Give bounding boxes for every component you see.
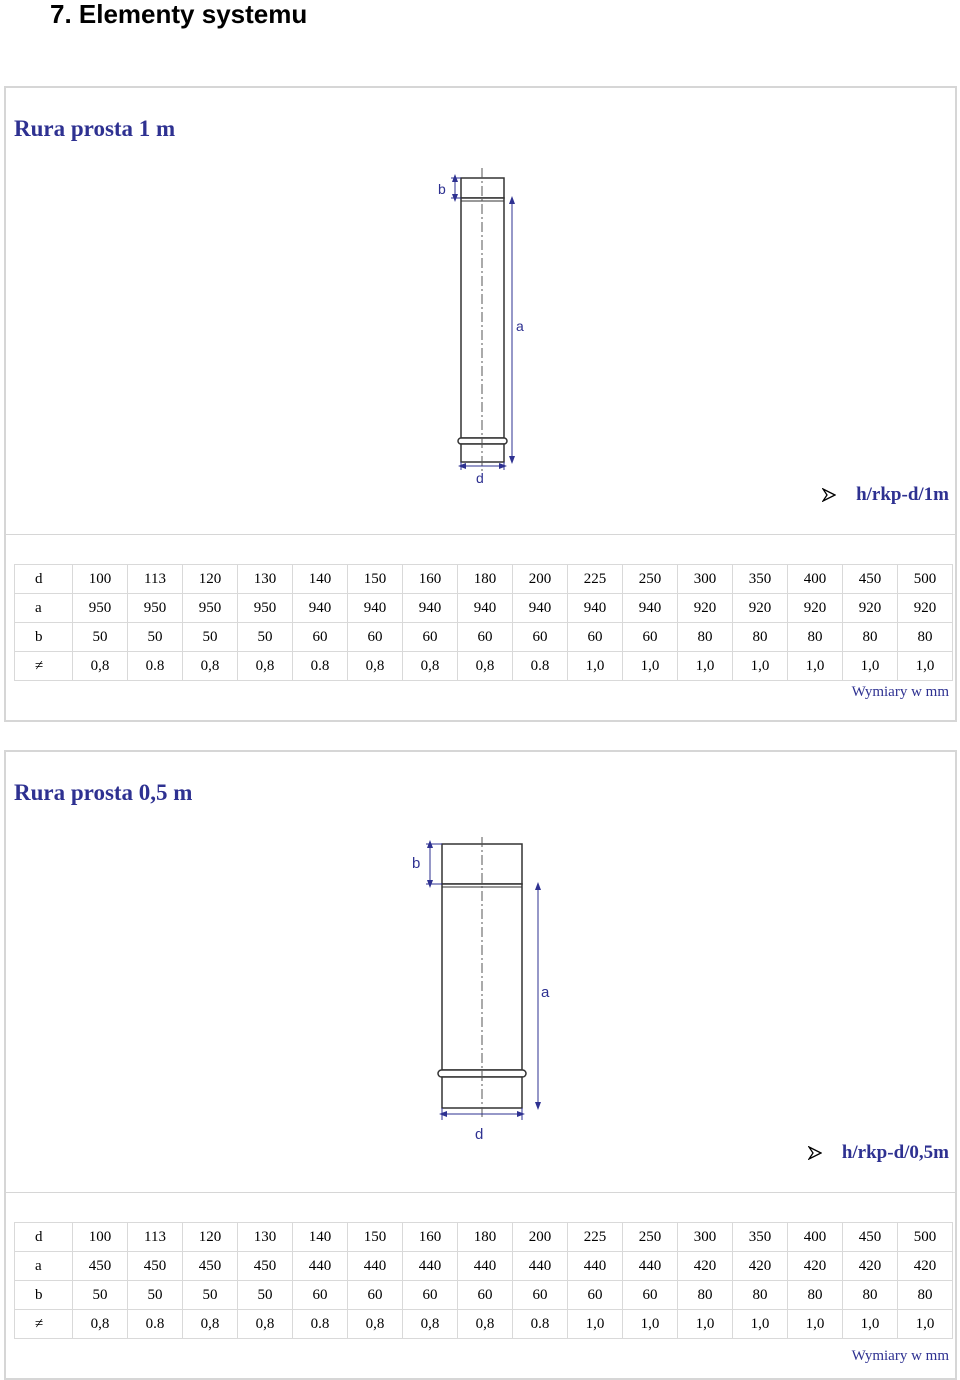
- table-row: [15, 1252, 953, 1281]
- table-cell: 50: [128, 1281, 183, 1310]
- table-cell: 950: [73, 594, 128, 623]
- table-cell: 400: [788, 1223, 843, 1252]
- table-cell: 0,8: [183, 1310, 238, 1339]
- arrowhead-bullet-icon: [822, 488, 836, 502]
- table-cell: 60: [513, 623, 568, 652]
- table-cell: 180: [458, 565, 513, 594]
- table-cell: 940: [403, 594, 458, 623]
- table-cell: 940: [348, 594, 403, 623]
- table-cell: 0,8: [348, 652, 403, 681]
- table-cell: 0,8: [238, 652, 293, 681]
- table-cell: 940: [293, 594, 348, 623]
- table-cell: 80: [898, 1281, 953, 1310]
- table-cell: 1,0: [843, 1310, 898, 1339]
- table-cell: 0.8: [128, 1310, 183, 1339]
- table-cell: 1,0: [843, 652, 898, 681]
- divider: [6, 534, 955, 535]
- section-title: Rura prosta 0,5 m: [14, 780, 193, 805]
- table-cell: 225: [568, 1223, 623, 1252]
- dim-a-label: a: [516, 318, 524, 334]
- table-cell: 940: [623, 594, 678, 623]
- table-cell: 60: [458, 623, 513, 652]
- row-head: b: [15, 1281, 73, 1310]
- table-row: [15, 1310, 953, 1339]
- table-cell: 350: [733, 1223, 788, 1252]
- table-cell: 50: [128, 623, 183, 652]
- table-cell: 0.8: [513, 1310, 568, 1339]
- table-cell: 50: [183, 1281, 238, 1310]
- table-cell: 100: [73, 565, 128, 594]
- table-cell: 420: [843, 1252, 898, 1281]
- table-cell: 200: [513, 565, 568, 594]
- table-cell: 0,8: [403, 1310, 458, 1339]
- table-cell: 160: [403, 565, 458, 594]
- product-code: [808, 1142, 949, 1164]
- table-cell: 0,8: [458, 1310, 513, 1339]
- table-cell: 60: [293, 623, 348, 652]
- dim-b-label: b: [412, 855, 421, 872]
- dim-b-label: b: [438, 181, 446, 197]
- table-cell: 0,8: [238, 1310, 293, 1339]
- table-cell: 1,0: [568, 652, 623, 681]
- table-cell: 100: [73, 1223, 128, 1252]
- table-cell: 113: [128, 1223, 183, 1252]
- table-cell: 225: [568, 565, 623, 594]
- table-row: [15, 594, 953, 623]
- table-cell: 0.8: [293, 1310, 348, 1339]
- section-pipe-05m: [4, 750, 957, 1380]
- table-cell: 500: [898, 1223, 953, 1252]
- pipe-05m-drawing: [6, 752, 955, 1192]
- arrowhead-bullet-icon: [808, 1146, 822, 1160]
- spec-table: [14, 1222, 953, 1339]
- row-head-not-equal-icon: ≠: [15, 652, 73, 681]
- table-cell: 0.8: [128, 652, 183, 681]
- table-cell: 300: [678, 565, 733, 594]
- table-cell: 0,8: [73, 1310, 128, 1339]
- table-cell: 1,0: [678, 652, 733, 681]
- table-cell: 80: [678, 623, 733, 652]
- table-cell: 60: [623, 1281, 678, 1310]
- table-row: [15, 623, 953, 652]
- table-cell: 160: [403, 1223, 458, 1252]
- table-cell: 0.8: [293, 652, 348, 681]
- table-cell: 80: [733, 1281, 788, 1310]
- table-cell: 920: [843, 594, 898, 623]
- table-cell: 450: [128, 1252, 183, 1281]
- product-code-text: h/rkp-d/1m: [856, 484, 949, 505]
- table-cell: 450: [843, 565, 898, 594]
- table-cell: 80: [733, 623, 788, 652]
- table-cell: 113: [128, 565, 183, 594]
- table-cell: 440: [348, 1252, 403, 1281]
- row-head: a: [15, 1252, 73, 1281]
- table-cell: 440: [403, 1252, 458, 1281]
- table-cell: 50: [73, 1281, 128, 1310]
- table-cell: 1,0: [733, 652, 788, 681]
- table-cell: 450: [238, 1252, 293, 1281]
- dim-a-label: a: [541, 984, 550, 1001]
- table-cell: 420: [678, 1252, 733, 1281]
- table-cell: 180: [458, 1223, 513, 1252]
- units-note: Wymiary w mm: [851, 684, 949, 700]
- table-cell: 1,0: [568, 1310, 623, 1339]
- table-cell: 1,0: [788, 1310, 843, 1339]
- table-cell: 0,8: [73, 652, 128, 681]
- table-cell: 350: [733, 565, 788, 594]
- table-cell: 60: [348, 1281, 403, 1310]
- table-cell: 940: [568, 594, 623, 623]
- table-cell: 60: [403, 1281, 458, 1310]
- table-cell: 1,0: [623, 1310, 678, 1339]
- table-cell: 1,0: [623, 652, 678, 681]
- table-cell: 450: [183, 1252, 238, 1281]
- table-cell: 50: [73, 623, 128, 652]
- table-cell: 80: [843, 623, 898, 652]
- table-cell: 60: [568, 623, 623, 652]
- table-cell: 80: [898, 623, 953, 652]
- table-cell: 80: [678, 1281, 733, 1310]
- table-cell: 60: [513, 1281, 568, 1310]
- table-cell: 150: [348, 565, 403, 594]
- table-cell: 1,0: [898, 652, 953, 681]
- table-cell: 130: [238, 1223, 293, 1252]
- table-cell: 60: [403, 623, 458, 652]
- table-cell: 500: [898, 565, 953, 594]
- table-cell: 950: [238, 594, 293, 623]
- row-head: d: [15, 1223, 73, 1252]
- table-cell: 200: [513, 1223, 568, 1252]
- section-pipe-1m: [4, 86, 957, 722]
- table-cell: 440: [513, 1252, 568, 1281]
- table-cell: 1,0: [678, 1310, 733, 1339]
- pipe-1m-drawing: [6, 88, 955, 528]
- table-cell: 300: [678, 1223, 733, 1252]
- table-cell: 920: [898, 594, 953, 623]
- product-code: [822, 484, 949, 506]
- table-cell: 50: [238, 1281, 293, 1310]
- table-cell: 420: [733, 1252, 788, 1281]
- table-cell: 130: [238, 565, 293, 594]
- table-row: [15, 1223, 953, 1252]
- dim-d-label: d: [476, 470, 484, 486]
- table-cell: 440: [623, 1252, 678, 1281]
- table-cell: 120: [183, 1223, 238, 1252]
- table-cell: 60: [623, 623, 678, 652]
- table-row: [15, 652, 953, 681]
- table-cell: 140: [293, 565, 348, 594]
- table-cell: 250: [623, 1223, 678, 1252]
- table-cell: 1,0: [733, 1310, 788, 1339]
- row-head: a: [15, 594, 73, 623]
- table-cell: 450: [73, 1252, 128, 1281]
- row-head-not-equal-icon: ≠: [15, 1310, 73, 1339]
- table-cell: 60: [568, 1281, 623, 1310]
- row-head: d: [15, 565, 73, 594]
- table-cell: 0.8: [513, 652, 568, 681]
- table-cell: 250: [623, 565, 678, 594]
- table-cell: 0,8: [183, 652, 238, 681]
- table-cell: 60: [293, 1281, 348, 1310]
- table-cell: 60: [348, 623, 403, 652]
- table-cell: 420: [898, 1252, 953, 1281]
- table-cell: 80: [788, 1281, 843, 1310]
- table-row: [15, 1281, 953, 1310]
- divider: [6, 1192, 955, 1193]
- table-cell: 60: [458, 1281, 513, 1310]
- table-cell: 50: [238, 623, 293, 652]
- table-cell: 0,8: [458, 652, 513, 681]
- table-cell: 120: [183, 565, 238, 594]
- spec-table: [14, 564, 953, 681]
- table-cell: 0,8: [403, 652, 458, 681]
- table-row: [15, 565, 953, 594]
- table-cell: 420: [788, 1252, 843, 1281]
- table-cell: 80: [843, 1281, 898, 1310]
- table-cell: 1,0: [898, 1310, 953, 1339]
- table-cell: 150: [348, 1223, 403, 1252]
- table-cell: 920: [733, 594, 788, 623]
- table-cell: 440: [458, 1252, 513, 1281]
- table-cell: 950: [183, 594, 238, 623]
- table-cell: 0,8: [348, 1310, 403, 1339]
- table-cell: 140: [293, 1223, 348, 1252]
- product-code-text: h/rkp-d/0,5m: [841, 1142, 949, 1163]
- table-cell: 440: [568, 1252, 623, 1281]
- table-cell: 920: [788, 594, 843, 623]
- table-cell: 940: [458, 594, 513, 623]
- page-title: 7. Elementy systemu: [50, 0, 308, 29]
- table-cell: 940: [513, 594, 568, 623]
- table-cell: 440: [293, 1252, 348, 1281]
- table-cell: 920: [678, 594, 733, 623]
- units-note: Wymiary w mm: [851, 1348, 949, 1364]
- table-cell: 950: [128, 594, 183, 623]
- row-head: b: [15, 623, 73, 652]
- table-cell: 1,0: [788, 652, 843, 681]
- table-cell: 400: [788, 565, 843, 594]
- table-cell: 50: [183, 623, 238, 652]
- table-cell: 450: [843, 1223, 898, 1252]
- table-cell: 80: [788, 623, 843, 652]
- section-title: Rura prosta 1 m: [14, 116, 176, 141]
- dim-d-label: d: [475, 1126, 484, 1143]
